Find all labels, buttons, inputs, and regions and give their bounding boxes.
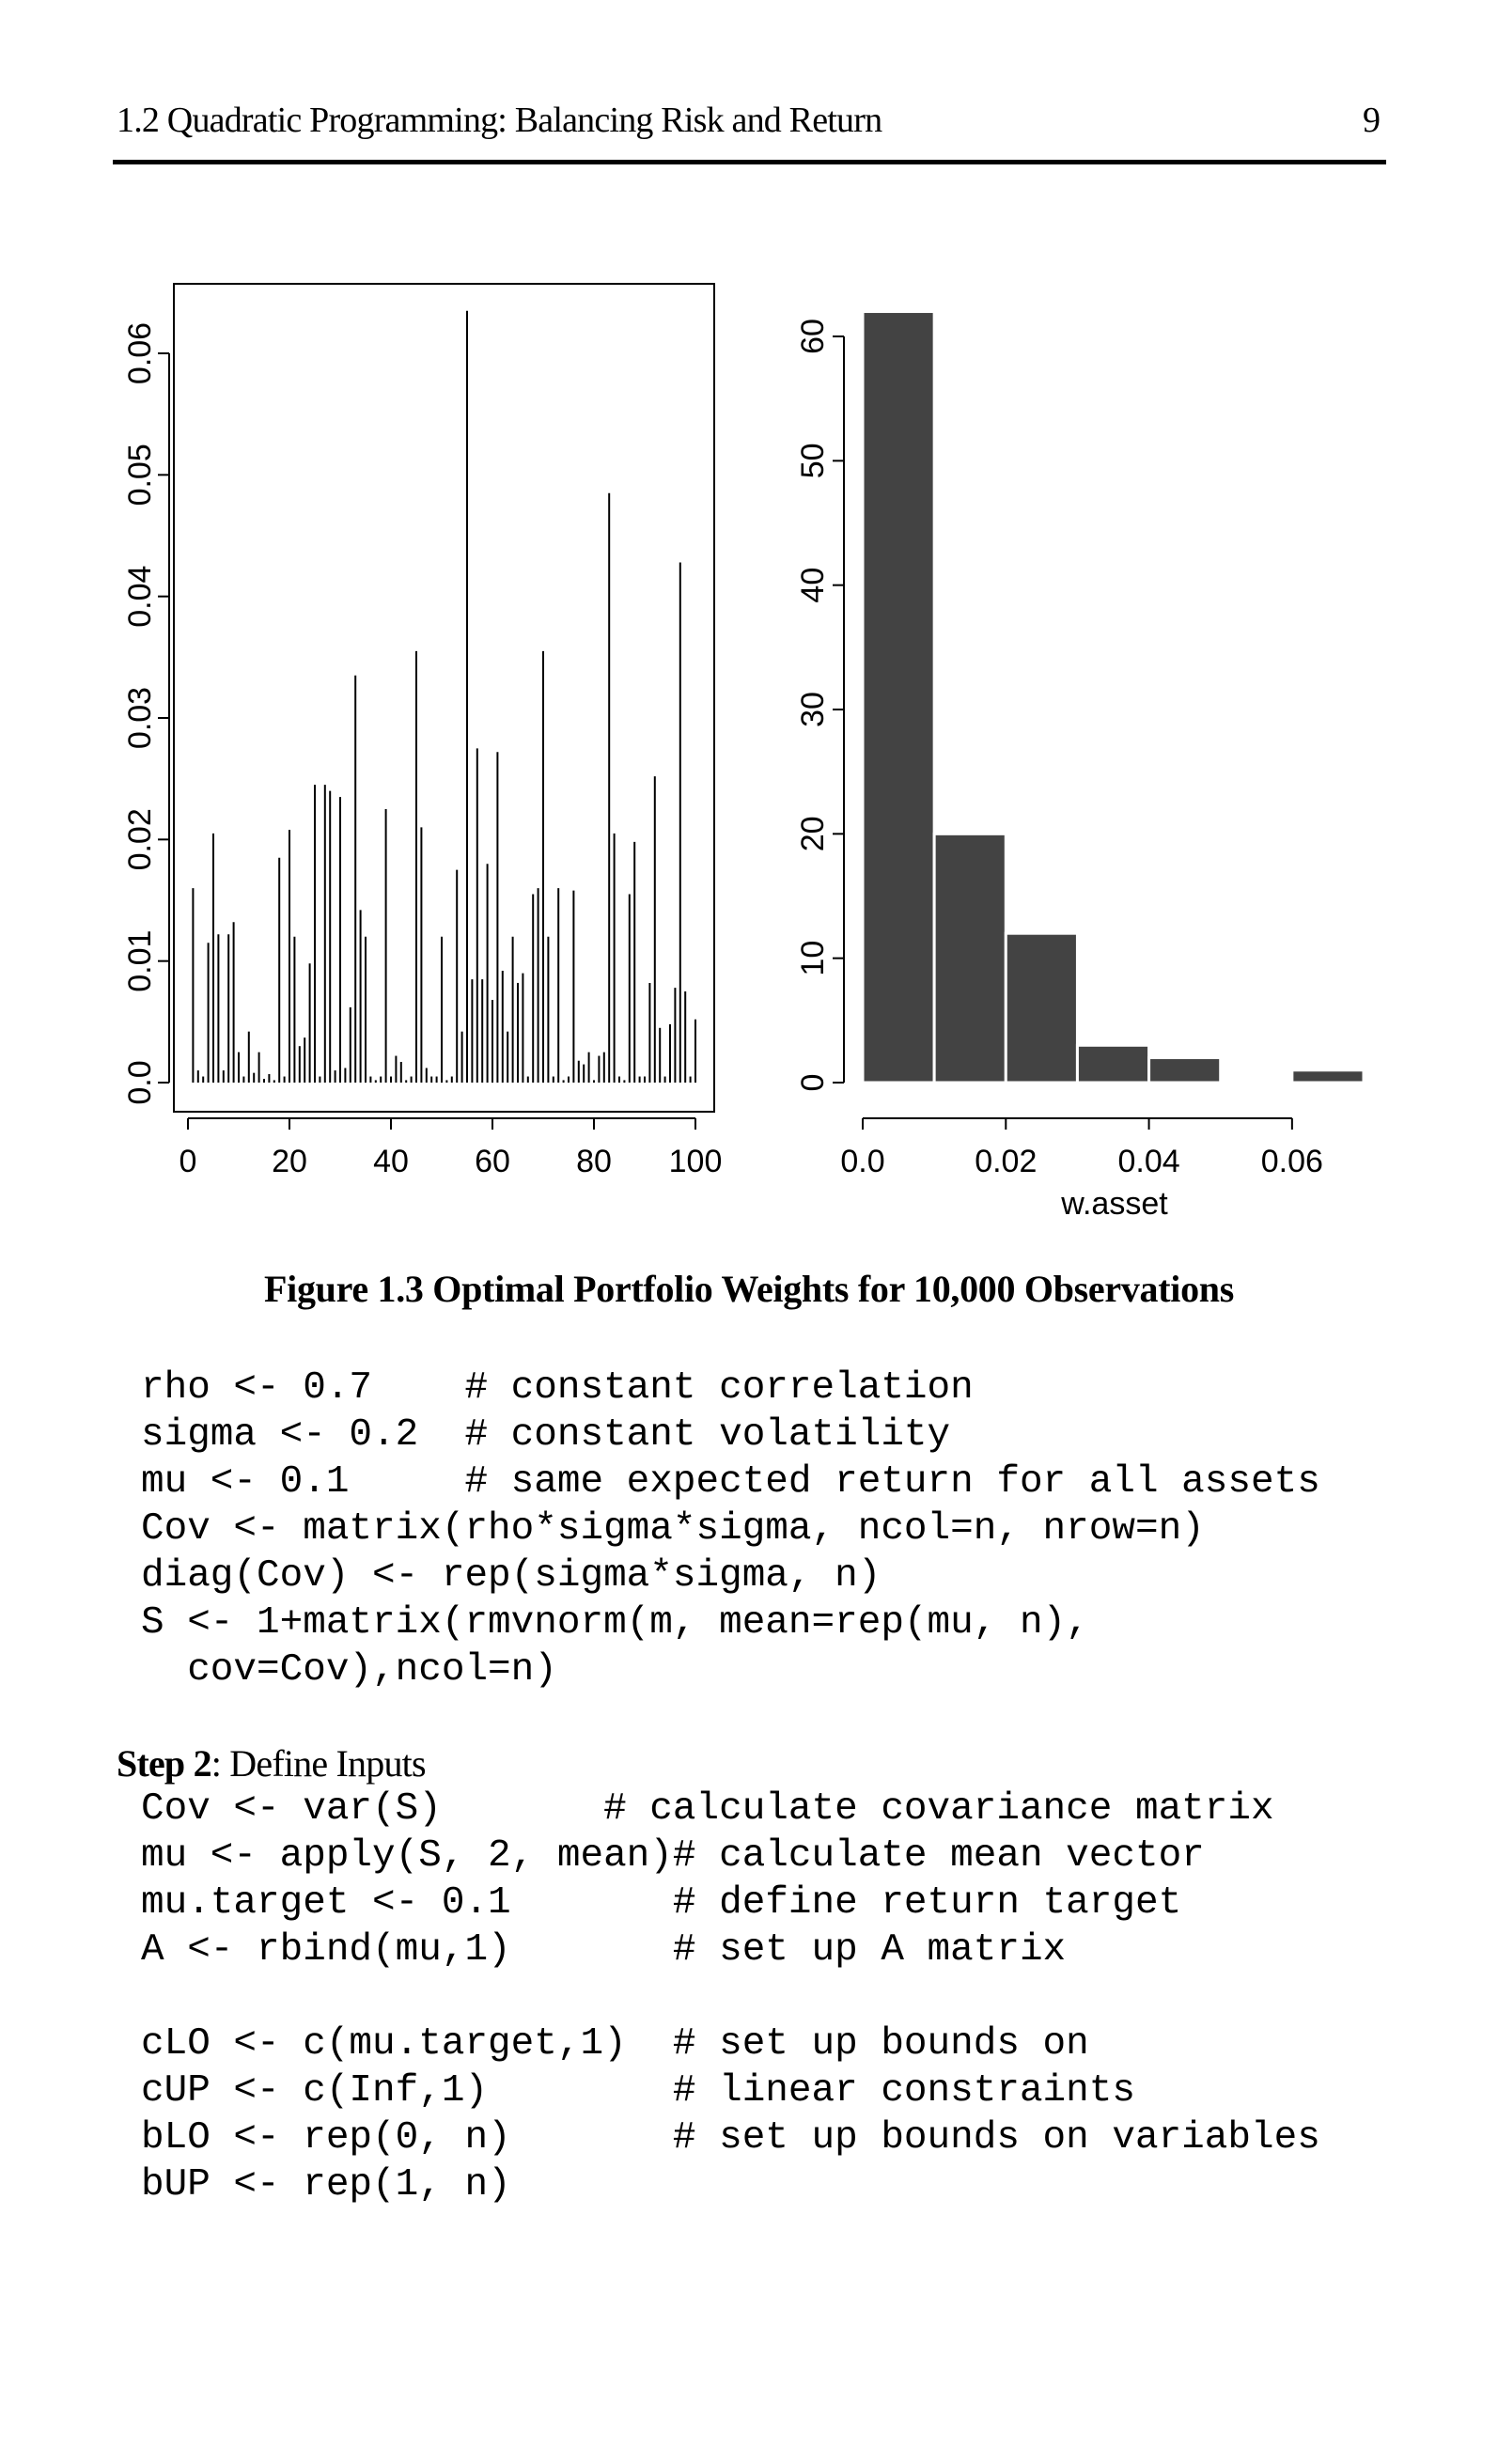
code-block-2 (141, 1786, 1320, 2208)
x-tick-label: 80 (576, 1144, 612, 1179)
code-block-1 (141, 1365, 1320, 1693)
y-tick-label: 20 (795, 816, 831, 852)
code-line: diag(Cov) <- rep(sigma*sigma, n) (141, 1554, 882, 1598)
x-tick-label: 20 (272, 1144, 307, 1179)
step-label: Step 2 (117, 1742, 211, 1785)
step-heading (117, 1741, 426, 1786)
y-tick-label: 60 (795, 319, 831, 354)
y-tick-label: 0.03 (122, 686, 158, 750)
x-tick-label: 0.02 (975, 1144, 1038, 1179)
y-tick-label: 0.04 (122, 565, 158, 628)
x-tick-label: 100 (668, 1144, 723, 1179)
code-line (141, 1973, 1320, 2020)
code-line: S <- 1+matrix(rmvnorm(m, mean=rep(mu, n), (141, 1601, 1089, 1645)
y-tick-label: 50 (795, 443, 831, 479)
y-tick-label: 0.0 (122, 1060, 158, 1105)
y-tick-label: 10 (795, 940, 832, 976)
page-number: 9 (1363, 101, 1381, 140)
code-line: sigma <- 0.2 # constant volatility (141, 1413, 951, 1457)
x-tick-label: 0.0 (840, 1144, 885, 1179)
code-line: A <- rbind(mu,1) # set up A matrix (141, 1928, 1067, 1972)
y-tick-label: 30 (795, 692, 831, 727)
x-tick-label: 0.06 (1260, 1144, 1323, 1179)
y-tick-label: 0.02 (122, 808, 158, 871)
code-line: mu <- 0.1 # same expected return for all assets (141, 1460, 1320, 1504)
step-text: : Define Inputs (211, 1742, 426, 1785)
running-title: 1.2 Quadratic Programming: Balancing Risk and Return (117, 101, 882, 140)
y-tick-label: 0 (795, 1073, 831, 1092)
histogram-bar (1077, 1045, 1148, 1083)
code-line: rho <- 0.7 # constant correlation (141, 1366, 974, 1410)
histogram-bar (863, 312, 934, 1083)
code-line: mu <- apply(S, 2, mean)# calculate mean vector (141, 1834, 1205, 1878)
x-axis-label: w.asset (1061, 1186, 1168, 1222)
x-tick-label: 0.04 (1117, 1144, 1180, 1179)
code-line: mu.target <- 0.1 # define return target (141, 1881, 1182, 1925)
code-line: bUP <- rep(1, n) (141, 2163, 511, 2207)
y-tick-label: 0.06 (122, 321, 158, 385)
weights-histogram (795, 312, 1364, 1222)
plot-frame (174, 284, 714, 1112)
histogram-bar (1006, 933, 1077, 1083)
histogram-bar (1149, 1058, 1221, 1083)
code-line: Cov <- matrix(rho*sigma*sigma, ncol=n, nrow=n) (141, 1507, 1205, 1551)
x-tick-label: 40 (373, 1144, 409, 1179)
code-line: bLO <- rep(0, n) # set up bounds on variables (141, 2116, 1320, 2160)
x-tick-label: 0 (179, 1144, 197, 1179)
code-line: cLO <- c(mu.target,1) # set up bounds on (141, 2022, 1089, 2066)
y-tick-label: 0.05 (122, 444, 159, 507)
weights-spike-chart (122, 284, 722, 1179)
y-tick-label: 0.01 (122, 929, 159, 992)
code-line: Cov <- var(S) # calculate covariance matrix (141, 1787, 1274, 1831)
histogram-bar (934, 834, 1006, 1083)
histogram-bar (1292, 1070, 1364, 1083)
figure-caption: Figure 1.3 Optimal Portfolio Weights for 10,000 Observations (264, 1268, 1234, 1310)
x-tick-label: 60 (475, 1144, 510, 1179)
code-line: cUP <- c(Inf,1) # linear constraints (141, 2069, 1135, 2113)
code-line: cov=Cov),ncol=n) (141, 1648, 557, 1692)
y-tick-label: 40 (795, 567, 831, 603)
